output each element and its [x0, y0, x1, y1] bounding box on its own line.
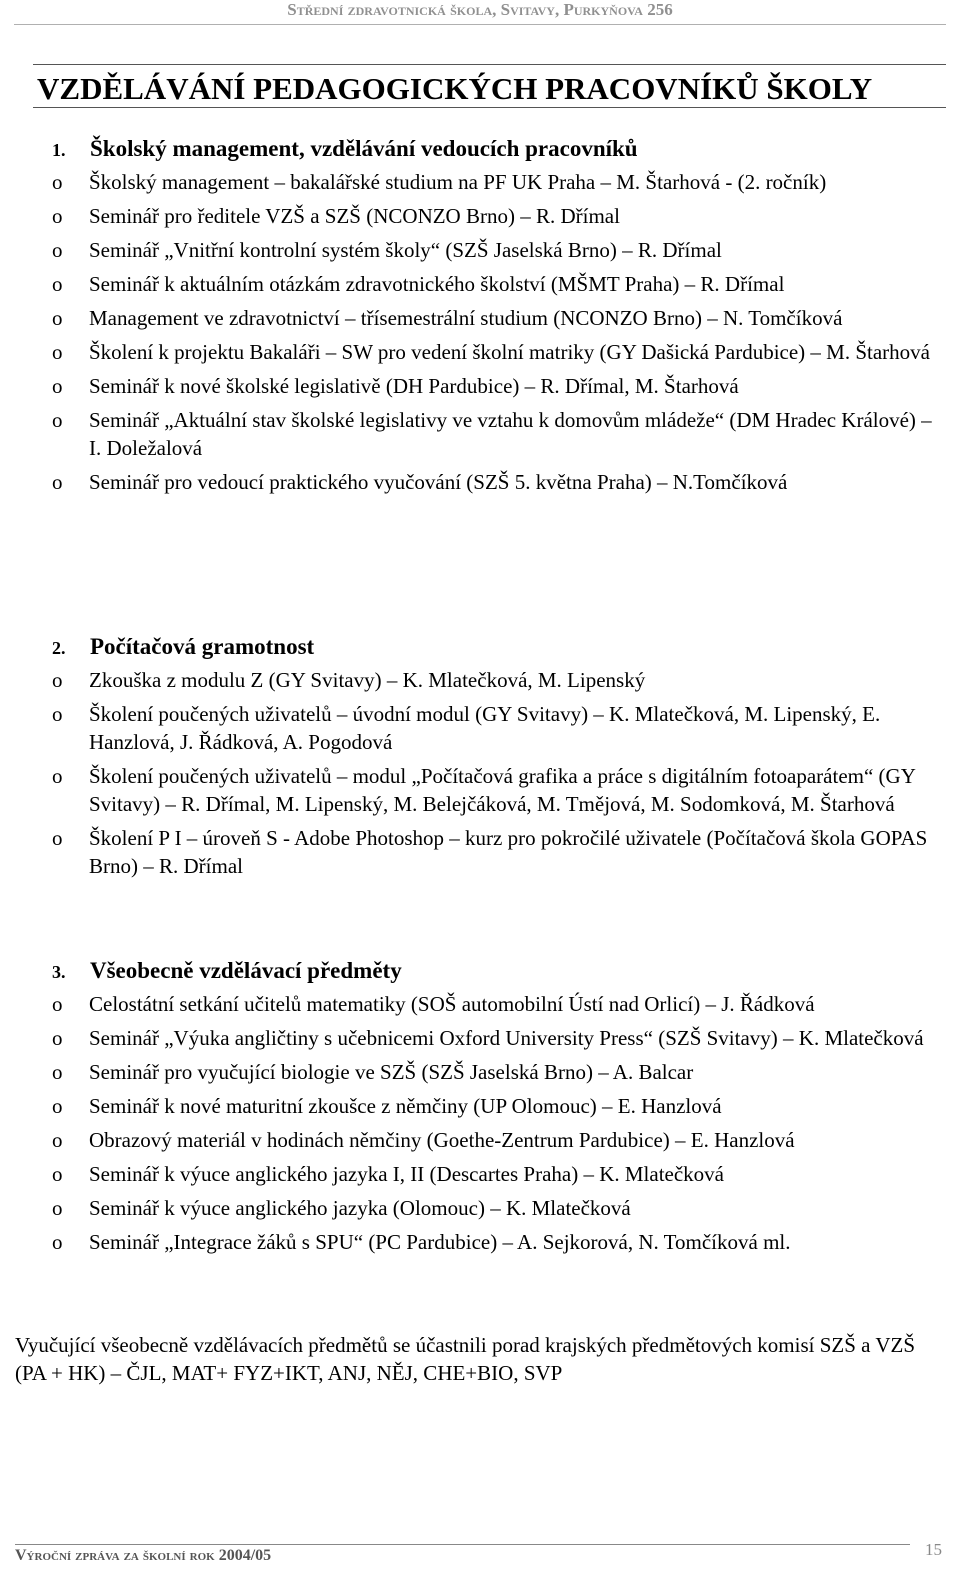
list-item-text: Školení poučených uživatelů – úvodní modul (GY Svitavy) – K. Mlatečková, M. Lipenský, E. Hanzlová, J. Řádková, A. Pogodová [89, 702, 881, 754]
bullet-icon: o [52, 238, 63, 262]
bullet-icon: o [52, 272, 63, 296]
section-number: 3. [52, 962, 66, 982]
list-item [52, 304, 942, 332]
section-title: Počítačová gramotnost [90, 634, 315, 659]
bullet-icon: o [52, 374, 63, 398]
list-item [52, 700, 942, 756]
list-item-text: Management ve zdravotnictví – třísemestrální studium (NCONZO Brno) – N. Tomčíková [89, 306, 843, 330]
section-item-list [52, 990, 942, 1256]
bullet-icon: o [52, 1230, 63, 1254]
list-item-text: Zkouška z modulu Z (GY Svitavy) – K. Mlatečková, M. Lipenský [89, 668, 646, 692]
list-item-text: Celostátní setkání učitelů matematiky (SOŠ automobilní Ústí nad Orlicí) – J. Řádková [89, 992, 815, 1016]
bullet-icon: o [52, 340, 63, 364]
list-item-text: Seminář k výuce anglického jazyka I, II (Descartes Praha) – K. Mlatečková [89, 1162, 724, 1186]
section-number: 1. [52, 140, 66, 160]
list-item-text: Seminář k výuce anglického jazyka (Olomouc) – K. Mlatečková [89, 1196, 631, 1220]
list-item-text: Školení k projektu Bakaláři – SW pro vedení školní matriky (GY Dašická Pardubice) – M. Štarhová [89, 340, 930, 364]
section-number: 2. [52, 638, 66, 658]
bullet-icon: o [52, 992, 63, 1016]
list-item-text: Seminář k aktuálním otázkám zdravotnického školství (MŠMT Praha) – R. Dřímal [89, 272, 785, 296]
section-heading [52, 134, 942, 168]
section-title: Všeobecně vzdělávací předměty [90, 958, 402, 983]
section-item-list [52, 168, 942, 496]
bullet-icon: o [52, 408, 63, 432]
list-item-text: Seminář k nové školské legislativě (DH Pardubice) – R. Dřímal, M. Štarhová [89, 374, 739, 398]
list-item [52, 202, 942, 230]
list-item-text: Seminář pro vyučující biologie ve SZŠ (SZŠ Jaselská Brno) – A. Balcar [89, 1060, 694, 1084]
list-item [52, 270, 942, 298]
section-general-subjects [52, 956, 942, 1262]
list-item [52, 990, 942, 1018]
list-item [52, 1058, 942, 1086]
section-title: Školský management, vzdělávání vedoucích pracovníků [90, 136, 638, 161]
list-item-text: Seminář „Výuka angličtiny s učebnicemi Oxford University Press“ (SZŠ Svitavy) – K. Mlatečková [89, 1026, 924, 1050]
bullet-icon: o [52, 826, 63, 850]
list-item [52, 372, 942, 400]
page-title: VZDĚLÁVÁNÍ PEDAGOGICKÝCH PRACOVNÍKŮ ŠKOLY [33, 64, 946, 108]
bullet-icon: o [52, 1094, 63, 1118]
header-divider [14, 24, 946, 25]
bullet-icon: o [52, 702, 63, 726]
list-item [52, 762, 942, 818]
section-item-list [52, 666, 942, 880]
list-item [52, 1228, 942, 1256]
list-item [52, 468, 942, 496]
closing-paragraph: Vyučující všeobecně vzdělávacích předmětů se účastnili porad krajských předmětových komisí SZŠ a VZŠ (PA + HK) – ČJL, MAT+ FYZ+IKT, ANJ, NĚJ, CHE+BIO, SVP [15, 1333, 916, 1385]
list-item-text: Seminář „Aktuální stav školské legislativy ve vztahu k domovům mládeže“ (DM Hradec Králové) – I. Doležalová [89, 408, 932, 460]
list-item-text: Obrazový materiál v hodinách němčiny (Goethe-Zentrum Pardubice) – E. Hanzlová [89, 1128, 795, 1152]
section-management [52, 134, 942, 502]
bullet-icon: o [52, 470, 63, 494]
footer-divider [15, 1544, 910, 1545]
list-item [52, 1024, 942, 1052]
list-item [52, 824, 942, 880]
list-item-text: Školský management – bakalářské studium na PF UK Praha – M. Štarhová - (2. ročník) [89, 170, 827, 194]
bullet-icon: o [52, 1162, 63, 1186]
list-item-text: Školení P I – úroveň S - Adobe Photoshop – kurz pro pokročilé uživatele (Počítačová škola GOPAS Brno) – R. Dřímal [89, 826, 928, 878]
list-item [52, 338, 942, 366]
list-item [52, 1194, 942, 1222]
bullet-icon: o [52, 204, 63, 228]
list-item [52, 168, 942, 196]
bullet-icon: o [52, 1128, 63, 1152]
bullet-icon: o [52, 1060, 63, 1084]
list-item [52, 666, 942, 694]
list-item-text: Seminář „Vnitřní kontrolní systém školy“ (SZŠ Jaselská Brno) – R. Dřímal [89, 238, 722, 262]
list-item [52, 1160, 942, 1188]
list-item [52, 236, 942, 264]
bullet-icon: o [52, 1196, 63, 1220]
bullet-icon: o [52, 764, 63, 788]
list-item-text: Seminář k nové maturitní zkoušce z němčiny (UP Olomouc) – E. Hanzlová [89, 1094, 722, 1118]
bullet-icon: o [52, 668, 63, 692]
section-computer-literacy [52, 632, 942, 886]
bullet-icon: o [52, 170, 63, 194]
list-item [52, 406, 942, 462]
bullet-icon: o [52, 306, 63, 330]
footer-text: Výroční zpráva za školní rok 2004/05 [15, 1547, 272, 1564]
page-header: Střední zdravotnická škola, Svitavy, Purkyňova 256 [287, 0, 673, 19]
list-item [52, 1092, 942, 1120]
section-heading [52, 956, 942, 990]
page-number: 15 [925, 1540, 942, 1559]
list-item-text: Seminář pro vedoucí praktického vyučování (SZŠ 5. května Praha) – N.Tomčíková [89, 470, 788, 494]
section-heading [52, 632, 942, 666]
list-item [52, 1126, 942, 1154]
list-item-text: Školení poučených uživatelů – modul „Počítačová grafika a práce s digitálním fotoaparátem“ (GY Svitavy) – R. Dřímal, M. Lipenský, M. Belejčáková, M. Tmějová, M. Sodomková, M. Štarhová [89, 764, 916, 816]
list-item-text: Seminář pro ředitele VZŠ a SZŠ (NCONZO Brno) – R. Dřímal [89, 204, 620, 228]
bullet-icon: o [52, 1026, 63, 1050]
list-item-text: Seminář „Integrace žáků s SPU“ (PC Pardubice) – A. Sejkorová, N. Tomčíková ml. [89, 1230, 791, 1254]
